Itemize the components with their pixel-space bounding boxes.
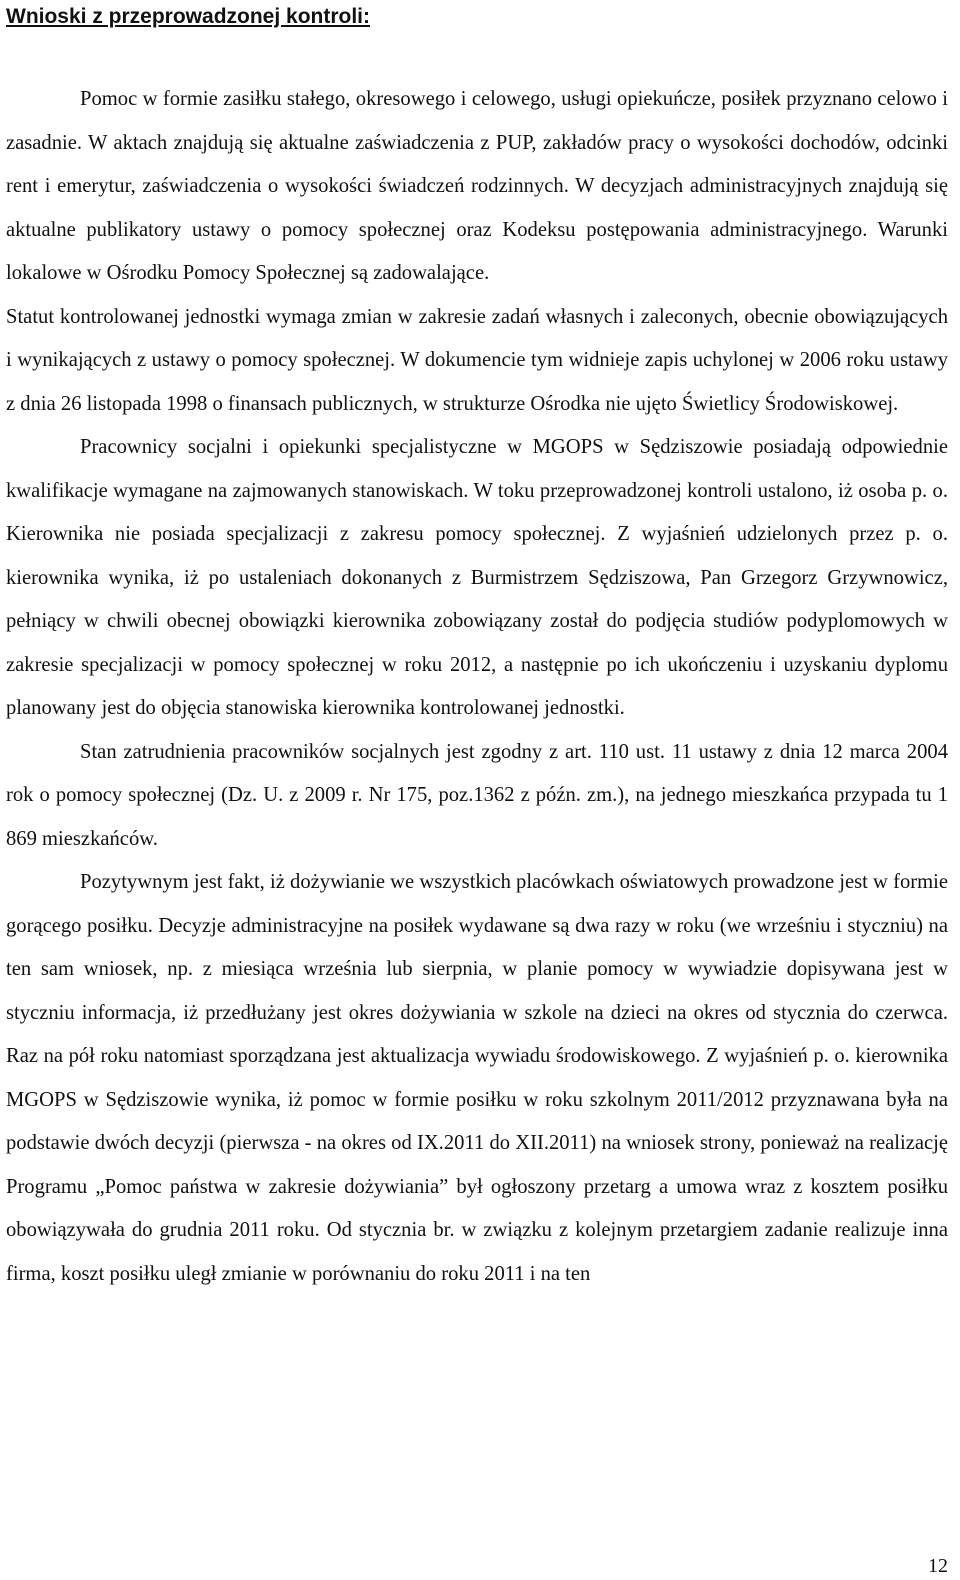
- section-heading: Wnioski z przeprowadzonej kontroli:: [6, 5, 371, 28]
- paragraph-school-meals: Pozytywnym jest fakt, iż dożywianie we wszystkich placówkach oświatowych prowadzone jest w formie gorącego posiłku. Decyzje administracyjne na posiłek wydawane są dwa razy w roku (we wrześniu i styczniu) na ten sam wniosek, np. z miesiąca września lub sierpnia, w planie pomocy w wywiadzie dopisywana jest w styczniu informacja, iż przedłużany jest okres dożywiania w szkole na dzieci na okres od stycznia do czerwca. Raz na pół roku natomiast sporządzana jest aktualizacja wywiadu środowiskowego. Z wyjaśnień p. o. kierownika MGOPS w Sędziszowie wynika, iż pomoc w formie posiłku w roku szkolnym 2011/2012 przyznawana była na podstawie dwóch decyzji (pierwsza - na okres od IX.2011 do XII.2011) na wniosek strony, ponieważ na realizację Programu „Pomoc państwa w zakresie dożywiania” był ogłoszony przetarg a umowa wraz z kosztem posiłku obowiązywała do grudnia 2011 roku. Od stycznia br. w związku z kolejnym przetargiem zadanie realizuje inna firma, koszt posiłku uległ zmianie w porównaniu do roku 2011 i na ten: [6, 871, 948, 1285]
- paragraph-staff-qualifications: Pracownicy socjalni i opiekunki specjalistyczne w MGOPS w Sędziszowie posiadają odpowiednie kwalifikacje wymagane na zajmowanych stanowiskach. W toku przeprowadzonej kontroli ustalono, iż osoba p. o. Kierownika nie posiada specjalizacji z zakresu pomocy społecznej. Z wyjaśnień udzielonych przez p. o. kierownika wynika, iż po ustaleniach dokonanych z Burmistrzem Sędziszowa, Pan Grzegorz Grzywnowicz, pełniący w chwili obecnej obowiązki kierownika zobowiązany został do podjęcia studiów podyplomowych w zakresie specjalizacji w pomocy społecznej w roku 2012, a następnie po ich ukończeniu i uzyskaniu dyplomu planowany jest do objęcia stanowiska kierownika kontrolowanej jednostki.: [6, 436, 948, 719]
- document-body: [6, 78, 948, 1296]
- page-number: 12: [928, 1555, 948, 1577]
- paragraph-employment-level: Stan zatrudnienia pracowników socjalnych jest zgodny z art. 110 ust. 11 ustawy z dnia 12 marca 2004 rok o pomocy społecznej (Dz. U. z 2009 r. Nr 175, poz.1362 z późn. zm.), na jednego mieszkańca przypada tu 1 869 mieszkańców.: [6, 740, 948, 850]
- paragraph-statute: Statut kontrolowanej jednostki wymaga zmian w zakresie zadań własnych i zaleconych, obecnie obowiązujących i wynikających z ustawy o pomocy społecznej. W dokumencie tym widnieje zapis uchylonej w 2006 roku ustawy z dnia 26 listopada 1998 o finansach publicznych, w strukturze Ośrodka nie ujęto Świetlicy Środowiskowej.: [6, 305, 948, 415]
- paragraph-assistance-granted: Pomoc w formie zasiłku stałego, okresowego i celowego, usługi opiekuńcze, posiłek przyznano celowo i zasadnie. W aktach znajdują się aktualne zaświadczenia z PUP, zakładów pracy o wysokości dochodów, odcinki rent i emerytur, zaświadczenia o wysokości świadczeń rodzinnych. W decyzjach administracyjnych znajdują się aktualne publikatory ustawy o pomocy społecznej oraz Kodeksu postępowania administracyjnego. Warunki lokalowe w Ośrodku Pomocy Społecznej są zadowalające.: [6, 88, 948, 284]
